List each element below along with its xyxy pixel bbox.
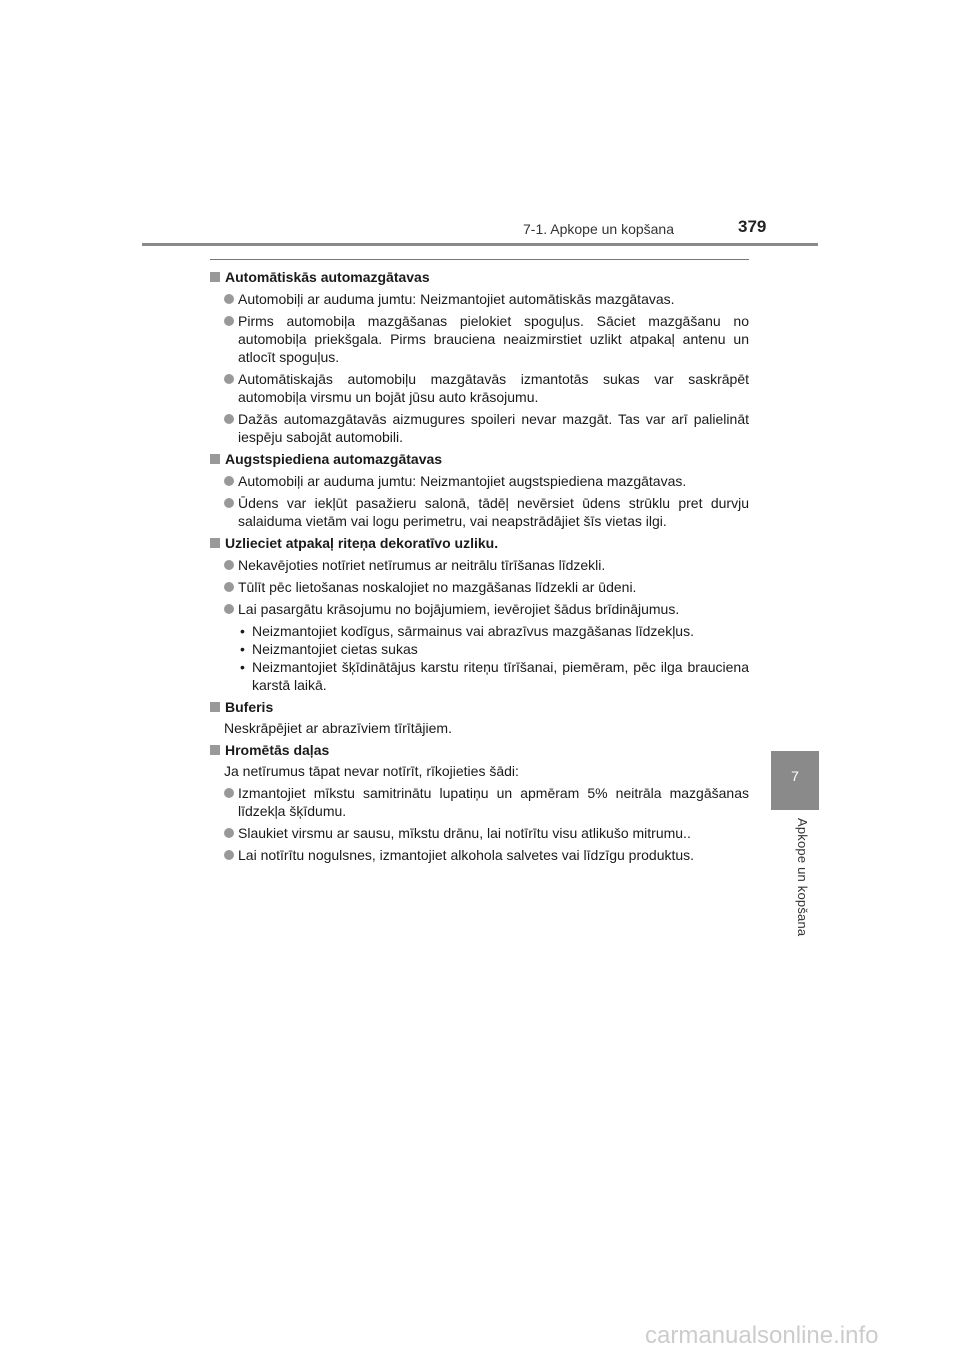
page-header bbox=[0, 0, 960, 250]
square-bullet-icon bbox=[210, 538, 220, 548]
circle-bullet-icon bbox=[224, 788, 234, 798]
chapter-number: 7 bbox=[791, 768, 799, 784]
list-item: Dažās automazgātavās aizmugures spoileri nevar mazgāt. Tas var arī palielināt iespēju sabojāt automobili. bbox=[210, 410, 749, 446]
list-item: Pirms automobiļa mazgāšanas pielokiet spoguļus. Sāciet mazgāšanu no automobiļa priekšgala. Pirms brauciena neaizmirstiet uzlikt atpakaļ antenu un atlocīt spoguļus. bbox=[210, 312, 749, 366]
chapter-tab bbox=[771, 751, 819, 810]
header-divider bbox=[142, 243, 818, 246]
heading-bumper: Buferis bbox=[210, 698, 749, 716]
circle-bullet-icon bbox=[224, 498, 234, 508]
square-bullet-icon bbox=[210, 745, 220, 755]
circle-bullet-icon bbox=[224, 850, 234, 860]
content-divider bbox=[210, 259, 749, 260]
circle-bullet-icon bbox=[224, 604, 234, 614]
list-item: Slaukiet virsmu ar sausu, mīkstu drānu, lai notīrītu visu atlikušo mitrumu.. bbox=[210, 824, 749, 842]
section-title: 7-1. Apkope un kopšana bbox=[523, 221, 675, 237]
circle-bullet-icon bbox=[224, 582, 234, 592]
circle-bullet-icon bbox=[224, 560, 234, 570]
list-item: Nekavējoties notīriet netīrumus ar neitrālu tīrīšanas līdzekli. bbox=[210, 556, 749, 574]
list-item: Automātiskajās automobiļu mazgātavās izmantotās sukas var saskrāpēt automobiļa virsmu un bojāt jūsu auto krāsojumu. bbox=[210, 370, 749, 406]
page-content bbox=[210, 264, 749, 864]
square-bullet-icon bbox=[210, 272, 220, 282]
list-item: Tūlīt pēc lietošanas noskalojiet no mazgāšanas līdzekli ar ūdeni. bbox=[210, 578, 749, 596]
list-item: Automobiļi ar auduma jumtu: Neizmantojiet automātiskās mazgātavas. bbox=[210, 290, 749, 308]
square-bullet-icon bbox=[210, 702, 220, 712]
heading-chrome-parts: Hromētās daļas bbox=[210, 741, 749, 759]
circle-bullet-icon bbox=[224, 828, 234, 838]
chapter-label: Apkope un kopšana bbox=[795, 818, 810, 937]
heading-high-pressure-carwash: Augstspiediena automazgātavas bbox=[210, 450, 749, 468]
paragraph: Neskrāpējiet ar abrazīviem tīrītājiem. bbox=[224, 720, 452, 736]
circle-bullet-icon bbox=[224, 374, 234, 384]
sub-list-item: • Neizmantojiet kodīgus, sārmainus vai abrazīvus mazgāšanas līdzekļus. bbox=[240, 623, 694, 639]
circle-bullet-icon bbox=[224, 476, 234, 486]
sub-list-item: • Neizmantojiet cietas sukas bbox=[240, 641, 418, 657]
circle-bullet-icon bbox=[224, 294, 234, 304]
heading-wheel-cover: Uzlieciet atpakaļ riteņa dekoratīvo uzliku. bbox=[210, 534, 749, 552]
circle-bullet-icon bbox=[224, 316, 234, 326]
list-item: Ūdens var iekļūt pasažieru salonā, tādēļ nevērsiet ūdens strūklu pret durvju salaiduma vietām vai logu perimetru, vai neapstrādājiet šīs vietas ilgi. bbox=[210, 494, 749, 530]
square-bullet-icon bbox=[210, 454, 220, 464]
list-item: Lai notīrītu nogulsnes, izmantojiet alkohola salvetes vai līdzīgu produktus. bbox=[210, 846, 749, 864]
circle-bullet-icon bbox=[224, 414, 234, 424]
page-number: 379 bbox=[738, 217, 767, 236]
paragraph: Ja netīrumus tāpat nevar notīrīt, rīkojieties šādi: bbox=[224, 763, 519, 779]
heading-automatic-carwash: Automātiskās automazgātavas bbox=[210, 268, 749, 286]
list-item: Lai pasargātu krāsojumu no bojājumiem, ievērojiet šādus brīdinājumus. bbox=[210, 600, 749, 618]
watermark: carmanualsonline.info bbox=[645, 1322, 879, 1349]
list-item: Automobiļi ar auduma jumtu: Neizmantojiet augstspiediena mazgātavas. bbox=[210, 472, 749, 490]
warning-sublist bbox=[210, 622, 749, 694]
sub-list-item: • Neizmantojiet šķīdinātājus karstu riteņu tīrīšanai, piemēram, pēc ilga brauciena karstā laikā. bbox=[240, 659, 749, 693]
list-item: Izmantojiet mīkstu samitrinātu lupatiņu un apmēram 5% neitrāla mazgāšanas līdzekļa šķīdumu. bbox=[210, 784, 749, 820]
